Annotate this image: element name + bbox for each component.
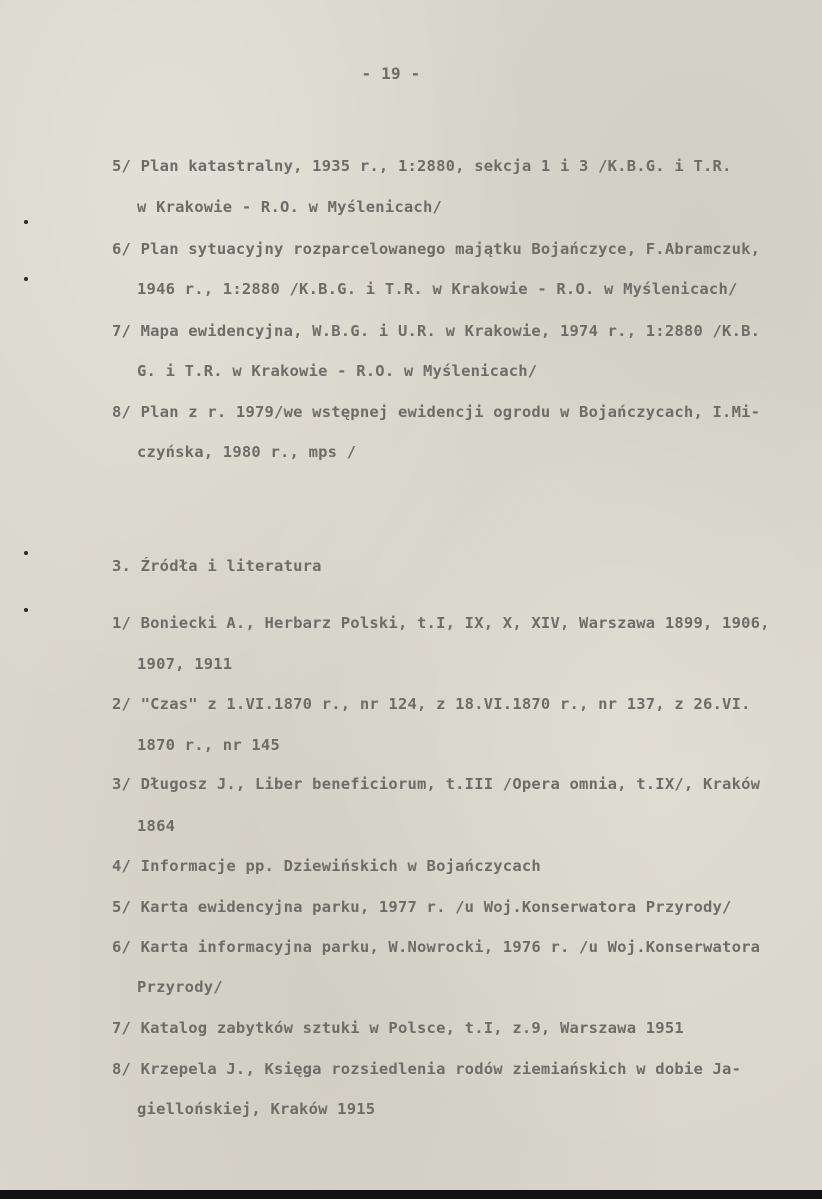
map-item-7-line-2: G. i T.R. w Krakowie - R.O. w Myślenicach/: [137, 362, 538, 380]
source-item-2-line-2: 1870 r., nr 145: [137, 736, 280, 754]
page-number: - 19 -: [361, 64, 421, 83]
map-item-6-line-1: 6/ Plan sytuacyjny rozparcelowanego majątku Bojańczyce, F.Abramczuk,: [112, 240, 761, 258]
source-item-6-line-1: 6/ Karta informacyjna parku, W.Nowrocki, 1976 r. /u Woj.Konserwatora: [112, 938, 761, 956]
map-item-7-line-1: 7/ Mapa ewidencyjna, W.B.G. i U.R. w Krakowie, 1974 r., 1:2880 /K.B.: [112, 322, 761, 340]
source-item-4-line-1: 4/ Informacje pp. Dziewińskich w Bojańczycach: [112, 857, 541, 875]
source-item-6-line-2: Przyrody/: [137, 978, 223, 996]
map-item-5-line-2: w Krakowie - R.O. w Myślenicach/: [137, 198, 443, 216]
scan-bottom-border: [0, 1190, 822, 1199]
map-item-6-line-2: 1946 r., 1:2880 /K.B.G. i T.R. w Krakowie - R.O. w Myślenicach/: [137, 280, 738, 298]
source-item-3-line-1: 3/ Długosz J., Liber beneficiorum, t.III /Opera omnia, t.IX/, Kraków: [112, 775, 761, 793]
source-item-3-line-2: 1864: [137, 817, 176, 835]
source-item-7-line-1: 7/ Katalog zabytków sztuki w Polsce, t.I, z.9, Warszawa 1951: [112, 1019, 684, 1037]
punch-hole-mark: [24, 608, 28, 612]
source-item-2-line-1: 2/ "Czas" z 1.VI.1870 r., nr 124, z 18.VI.1870 r., nr 137, z 26.VI.: [112, 695, 751, 713]
punch-hole-mark: [24, 551, 28, 555]
source-item-1-line-1: 1/ Boniecki A., Herbarz Polski, t.I, IX, X, XIV, Warszawa 1899, 1906,: [112, 614, 770, 632]
source-item-8-line-2: giellońskiej, Kraków 1915: [137, 1100, 376, 1118]
map-item-8-line-2: czyńska, 1980 r., mps /: [137, 443, 357, 461]
punch-hole-mark: [24, 220, 28, 224]
source-item-1-line-2: 1907, 1911: [137, 655, 233, 673]
section-heading: 3. Źródła i literatura: [112, 557, 322, 575]
map-item-5-line-1: 5/ Plan katastralny, 1935 r., 1:2880, sekcja 1 i 3 /K.B.G. i T.R.: [112, 157, 732, 175]
source-item-8-line-1: 8/ Krzepela J., Księga rozsiedlenia rodów ziemiańskich w dobie Ja-: [112, 1060, 742, 1078]
map-item-8-line-1: 8/ Plan z r. 1979/we wstępnej ewidencji ogrodu w Bojańczycach, I.Mi-: [112, 403, 761, 421]
punch-hole-mark: [24, 277, 28, 281]
source-item-5-line-1: 5/ Karta ewidencyjna parku, 1977 r. /u Woj.Konserwatora Przyrody/: [112, 898, 732, 916]
